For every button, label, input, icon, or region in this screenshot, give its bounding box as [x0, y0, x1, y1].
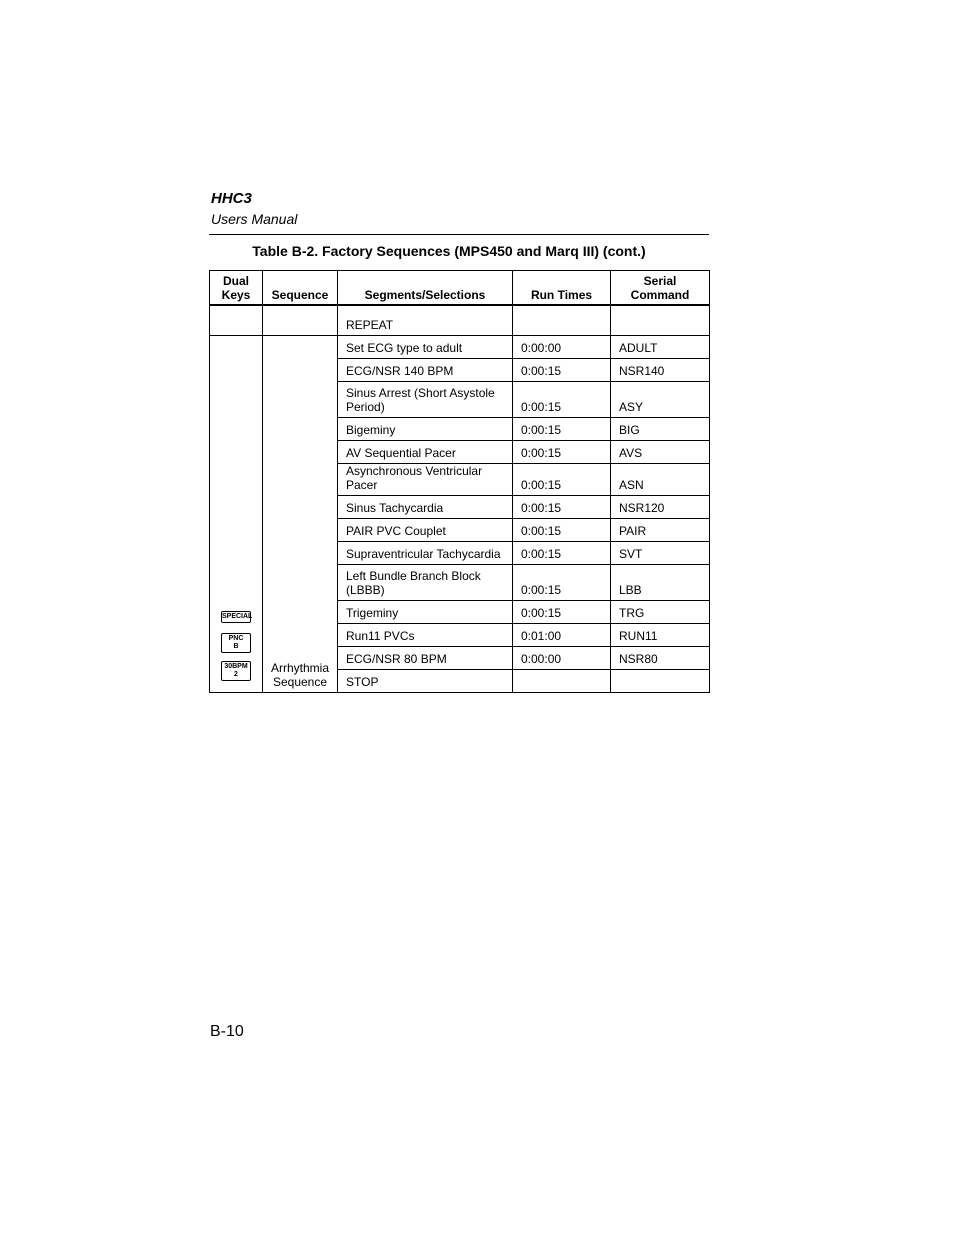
run-time-cell [513, 669, 611, 692]
column-header-sequence: Sequence [263, 271, 338, 306]
serial-command-cell: BIG [611, 417, 710, 440]
run-time-cell: 0:00:15 [513, 600, 611, 623]
segment-cell: REPEAT [338, 305, 513, 335]
page-number: B-10 [210, 1023, 244, 1040]
run-time-cell: 0:01:00 [513, 623, 611, 646]
segment-cell: STOP [338, 669, 513, 692]
manual-subtitle: Users Manual [211, 211, 298, 227]
run-time-cell: 0:00:15 [513, 463, 611, 495]
segment-cell: AV Sequential Pacer [338, 440, 513, 463]
run-time-cell: 0:00:15 [513, 358, 611, 381]
serial-command-cell: PAIR [611, 518, 710, 541]
serial-command-cell: TRG [611, 600, 710, 623]
serial-command-cell: ASY [611, 381, 710, 417]
run-time-cell: 0:00:00 [513, 335, 611, 358]
serial-command-cell: ASN [611, 463, 710, 495]
serial-command-cell: RUN11 [611, 623, 710, 646]
key-icon: 30BPM 2 [221, 661, 251, 681]
segment-cell: Bigeminy [338, 417, 513, 440]
run-time-cell: 0:00:00 [513, 646, 611, 669]
run-time-cell: 0:00:15 [513, 417, 611, 440]
segment-cell: Run11 PVCs [338, 623, 513, 646]
table-cell [513, 305, 611, 335]
run-time-cell: 0:00:15 [513, 518, 611, 541]
serial-command-cell: LBB [611, 564, 710, 600]
table-cell [210, 305, 263, 335]
table-row [210, 335, 710, 358]
serial-command-cell: NSR120 [611, 495, 710, 518]
serial-command-cell: NSR140 [611, 358, 710, 381]
segment-cell: Sinus Tachycardia [338, 495, 513, 518]
serial-command-cell [611, 669, 710, 692]
run-time-cell: 0:00:15 [513, 541, 611, 564]
segment-cell: Trigeminy [338, 600, 513, 623]
column-header-dual-keys: Dual Keys [210, 271, 263, 306]
segment-cell: PAIR PVC Couplet [338, 518, 513, 541]
segment-cell: ECG/NSR 140 BPM [338, 358, 513, 381]
factory-sequences-table [209, 270, 710, 693]
run-time-cell: 0:00:15 [513, 495, 611, 518]
segment-cell: ECG/NSR 80 BPM [338, 646, 513, 669]
key-icon: PNC B [221, 633, 251, 653]
serial-command-cell: ADULT [611, 335, 710, 358]
column-header-run-times: Run Times [513, 271, 611, 306]
serial-command-cell: NSR80 [611, 646, 710, 669]
serial-command-cell: SVT [611, 541, 710, 564]
dual-keys-cell [210, 335, 263, 692]
table-row-repeat [210, 305, 710, 335]
segment-cell: Asynchronous Ventricular Pacer [338, 463, 513, 495]
segment-cell: Sinus Arrest (Short Asystole Period) [338, 381, 513, 417]
run-time-cell: 0:00:15 [513, 440, 611, 463]
key-icon: SPECIAL [221, 611, 251, 623]
sequence-name-cell: Arrhythmia Sequence [263, 335, 338, 692]
serial-command-cell: AVS [611, 440, 710, 463]
table-cell [263, 305, 338, 335]
column-header-serial-command: Serial Command [611, 271, 710, 306]
table-caption: Table B-2. Factory Sequences (MPS450 and Marq III) (cont.) [252, 243, 646, 259]
column-header-segments: Segments/Selections [338, 271, 513, 306]
run-time-cell: 0:00:15 [513, 381, 611, 417]
table-cell [611, 305, 710, 335]
segment-cell: Set ECG type to adult [338, 335, 513, 358]
header-divider [209, 234, 709, 235]
segment-cell: Left Bundle Branch Block (LBBB) [338, 564, 513, 600]
manual-title: HHC3 [211, 190, 252, 207]
segment-cell: Supraventricular Tachycardia [338, 541, 513, 564]
run-time-cell: 0:00:15 [513, 564, 611, 600]
